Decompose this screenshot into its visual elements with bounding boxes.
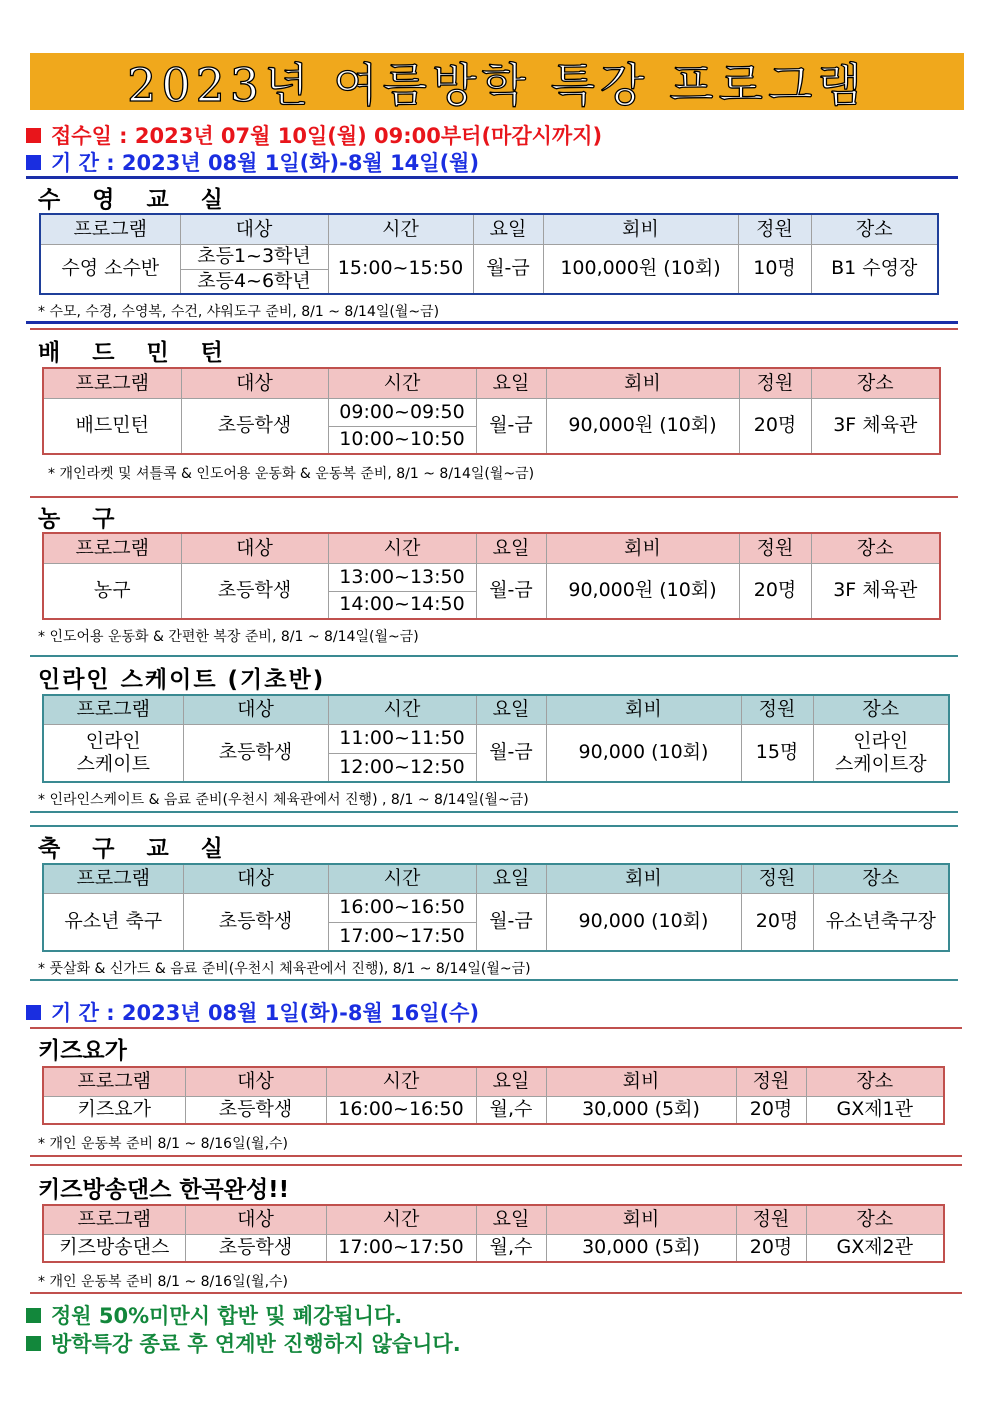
divider — [30, 328, 958, 330]
swim-note: * 수모, 수경, 수영복, 수건, 샤워도구 준비, 8/1 ~ 8/14일(월~금) — [38, 304, 440, 320]
dance-time: 17:00~17:50 — [326, 1234, 476, 1262]
header-capacity: 정원 — [741, 864, 813, 893]
basketball-note: * 인도어용 운동화 & 간편한 복장 준비, 8/1 ~ 8/14일(월~금) — [38, 629, 419, 645]
page-title: 2023년 여름방학 특강 프로그램 — [127, 57, 867, 112]
header-place: 장소 — [806, 1205, 944, 1234]
yoga-program: 키즈요가 — [43, 1096, 185, 1124]
header-target: 대상 — [180, 214, 328, 244]
header-target: 대상 — [183, 695, 328, 724]
inline-target: 초등학생 — [183, 724, 328, 782]
divider — [30, 1027, 962, 1029]
dance-target: 초등학생 — [185, 1234, 326, 1262]
inline-place-line-2: 스케이트장 — [834, 752, 927, 775]
header-time: 시간 — [326, 1205, 476, 1234]
swim-time: 15:00~15:50 — [328, 244, 473, 294]
soccer-note: * 풋살화 & 신가드 & 음료 준비(우천시 체육관에서 진행), 8/1 ~ 8/14일(월~금) — [38, 961, 531, 977]
swim-table — [39, 213, 939, 295]
header-days: 요일 — [476, 695, 546, 724]
header-program: 프로그램 — [43, 1205, 185, 1234]
basketball-days: 월-금 — [476, 563, 546, 619]
square-bullet-icon — [26, 128, 41, 143]
header-place: 장소 — [811, 533, 940, 563]
header-capacity: 정원 — [736, 1205, 806, 1234]
header-days: 요일 — [476, 1067, 546, 1096]
inline-note: * 인라인스케이트 & 음료 준비(우천시 체육관에서 진행) , 8/1 ~ 8/14일(월~금) — [38, 792, 529, 808]
header-place: 장소 — [811, 214, 938, 244]
dance-program: 키즈방송댄스 — [43, 1234, 185, 1262]
basketball-fee: 90,000원 (10회) — [546, 563, 739, 619]
divider — [26, 176, 958, 179]
header-capacity: 정원 — [741, 695, 813, 724]
basketball-target: 초등학생 — [181, 563, 328, 619]
header-time: 시간 — [328, 214, 473, 244]
header-place: 장소 — [806, 1067, 944, 1096]
yoga-days: 월,수 — [476, 1096, 546, 1124]
header-capacity: 정원 — [738, 214, 811, 244]
divider — [30, 1292, 962, 1294]
header-days: 요일 — [476, 1205, 546, 1234]
basketball-time-2: 14:00~14:50 — [328, 591, 476, 619]
dance-fee: 30,000 (5회) — [546, 1234, 736, 1262]
inline-table — [42, 694, 950, 783]
inline-capacity: 15명 — [741, 724, 813, 782]
period-line-2: 기 간 : 2023년 08월 1일(화)-8월 16일(수) — [26, 997, 479, 1027]
header-program: 프로그램 — [40, 214, 180, 244]
inline-fee: 90,000 (10회) — [546, 724, 741, 782]
header-fee: 회비 — [546, 864, 741, 893]
dance-note: * 개인 운동복 준비 8/1 ~ 8/16일(월,수) — [38, 1274, 289, 1290]
yoga-place: GX제1관 — [806, 1096, 944, 1124]
soccer-capacity: 20명 — [741, 893, 813, 951]
basketball-table — [42, 532, 941, 620]
header-days: 요일 — [476, 533, 546, 563]
header-program: 프로그램 — [43, 864, 183, 893]
divider — [30, 825, 958, 827]
swim-section-title: 수 영 교 실 — [38, 187, 235, 213]
yoga-target: 초등학생 — [185, 1096, 326, 1124]
header-days: 요일 — [476, 864, 546, 893]
soccer-section-title: 축 구 교 실 — [38, 836, 235, 862]
soccer-time-1: 16:00~16:50 — [328, 893, 476, 922]
square-bullet-icon — [26, 155, 41, 170]
header-fee: 회비 — [543, 214, 738, 244]
dance-section-title: 키즈방송댄스 한곡완성!! — [38, 1177, 290, 1203]
inline-section-title: 인라인 스케이트 (기초반) — [38, 667, 326, 693]
header-time: 시간 — [326, 1067, 476, 1096]
inline-program-line-2: 스케이트 — [76, 752, 150, 775]
swim-place: B1 수영장 — [811, 244, 938, 294]
header-capacity: 정원 — [739, 368, 811, 398]
dance-days: 월,수 — [476, 1234, 546, 1262]
basketball-program: 농구 — [43, 563, 181, 619]
inline-time-2: 12:00~12:50 — [328, 753, 476, 782]
dance-capacity: 20명 — [736, 1234, 806, 1262]
inline-days: 월-금 — [476, 724, 546, 782]
square-bullet-icon — [26, 1308, 41, 1323]
footer-line-2: 방학특강 종료 후 연계반 진행하지 않습니다. — [26, 1328, 461, 1358]
badminton-fee: 90,000원 (10회) — [546, 398, 739, 454]
header-program: 프로그램 — [43, 695, 183, 724]
square-bullet-icon — [26, 1336, 41, 1351]
basketball-place: 3F 체육관 — [811, 563, 940, 619]
header-program: 프로그램 — [43, 533, 181, 563]
header-place: 장소 — [813, 695, 949, 724]
header-days: 요일 — [473, 214, 543, 244]
swim-days: 월-금 — [473, 244, 543, 294]
header-place: 장소 — [811, 368, 940, 398]
header-fee: 회비 — [546, 368, 739, 398]
badminton-section-title: 배 드 민 턴 — [38, 340, 235, 366]
basketball-capacity: 20명 — [739, 563, 811, 619]
soccer-time-2: 17:00~17:50 — [328, 922, 476, 951]
yoga-fee: 30,000 (5회) — [546, 1096, 736, 1124]
soccer-days: 월-금 — [476, 893, 546, 951]
header-target: 대상 — [181, 533, 328, 563]
badminton-capacity: 20명 — [739, 398, 811, 454]
yoga-time: 16:00~16:50 — [326, 1096, 476, 1124]
soccer-program: 유소년 축구 — [43, 893, 183, 951]
yoga-table — [42, 1066, 945, 1125]
header-fee: 회비 — [546, 1067, 736, 1096]
header-target: 대상 — [185, 1205, 326, 1234]
badminton-program: 배드민턴 — [43, 398, 181, 454]
badminton-table — [42, 367, 941, 455]
header-target: 대상 — [181, 368, 328, 398]
header-days: 요일 — [476, 368, 546, 398]
header-program: 프로그램 — [43, 1067, 185, 1096]
swim-target-2: 초등4~6학년 — [180, 269, 328, 294]
divider — [30, 979, 958, 981]
inline-place — [813, 724, 949, 782]
reception-line: 접수일 : 2023년 07월 10일(월) 09:00부터(마감시까지) — [26, 120, 602, 150]
title-banner — [30, 53, 964, 110]
swim-program: 수영 소수반 — [40, 244, 180, 294]
inline-program-line-1: 인라인 — [85, 729, 141, 752]
divider — [30, 496, 958, 498]
swim-target-1: 초등1~3학년 — [180, 244, 328, 269]
header-time: 시간 — [328, 368, 476, 398]
divider — [26, 321, 958, 324]
badminton-place: 3F 체육관 — [811, 398, 940, 454]
header-fee: 회비 — [546, 695, 741, 724]
footer-line-1: 정원 50%미만시 합반 및 폐강됩니다. — [26, 1300, 402, 1330]
header-time: 시간 — [328, 695, 476, 724]
divider — [30, 655, 958, 657]
header-place: 장소 — [813, 864, 949, 893]
header-time: 시간 — [328, 864, 476, 893]
soccer-target: 초등학생 — [183, 893, 328, 951]
yoga-capacity: 20명 — [736, 1096, 806, 1124]
divider — [30, 811, 958, 813]
inline-time-1: 11:00~11:50 — [328, 724, 476, 753]
basketball-section-title: 농 구 — [38, 506, 127, 532]
badminton-time-1: 09:00~09:50 — [328, 398, 476, 426]
header-fee: 회비 — [546, 533, 739, 563]
header-time: 시간 — [328, 533, 476, 563]
header-program: 프로그램 — [43, 368, 181, 398]
yoga-note: * 개인 운동복 준비 8/1 ~ 8/16일(월,수) — [38, 1136, 289, 1152]
swim-fee: 100,000원 (10회) — [543, 244, 738, 294]
divider — [30, 1155, 962, 1157]
dance-table — [42, 1204, 945, 1263]
inline-place-line-1: 인라인 — [853, 729, 909, 752]
badminton-time-2: 10:00~10:50 — [328, 426, 476, 454]
header-target: 대상 — [183, 864, 328, 893]
header-capacity: 정원 — [736, 1067, 806, 1096]
badminton-note: * 개인라켓 및 셔틀콕 & 인도어용 운동화 & 운동복 준비, 8/1 ~ 8/14일(월~금) — [48, 466, 535, 482]
period-line-1: 기 간 : 2023년 08월 1일(화)-8월 14일(월) — [26, 147, 479, 177]
swim-capacity: 10명 — [738, 244, 811, 294]
soccer-place: 유소년축구장 — [813, 893, 949, 951]
header-target: 대상 — [185, 1067, 326, 1096]
header-capacity: 정원 — [739, 533, 811, 563]
basketball-time-1: 13:00~13:50 — [328, 563, 476, 591]
dance-place: GX제2관 — [806, 1234, 944, 1262]
soccer-table — [42, 863, 950, 952]
yoga-section-title: 키즈요가 — [38, 1038, 127, 1064]
square-bullet-icon — [26, 1005, 41, 1020]
header-fee: 회비 — [546, 1205, 736, 1234]
badminton-days: 월-금 — [476, 398, 546, 454]
soccer-fee: 90,000 (10회) — [546, 893, 741, 951]
inline-program — [43, 724, 183, 782]
badminton-target: 초등학생 — [181, 398, 328, 454]
divider — [30, 1164, 962, 1166]
